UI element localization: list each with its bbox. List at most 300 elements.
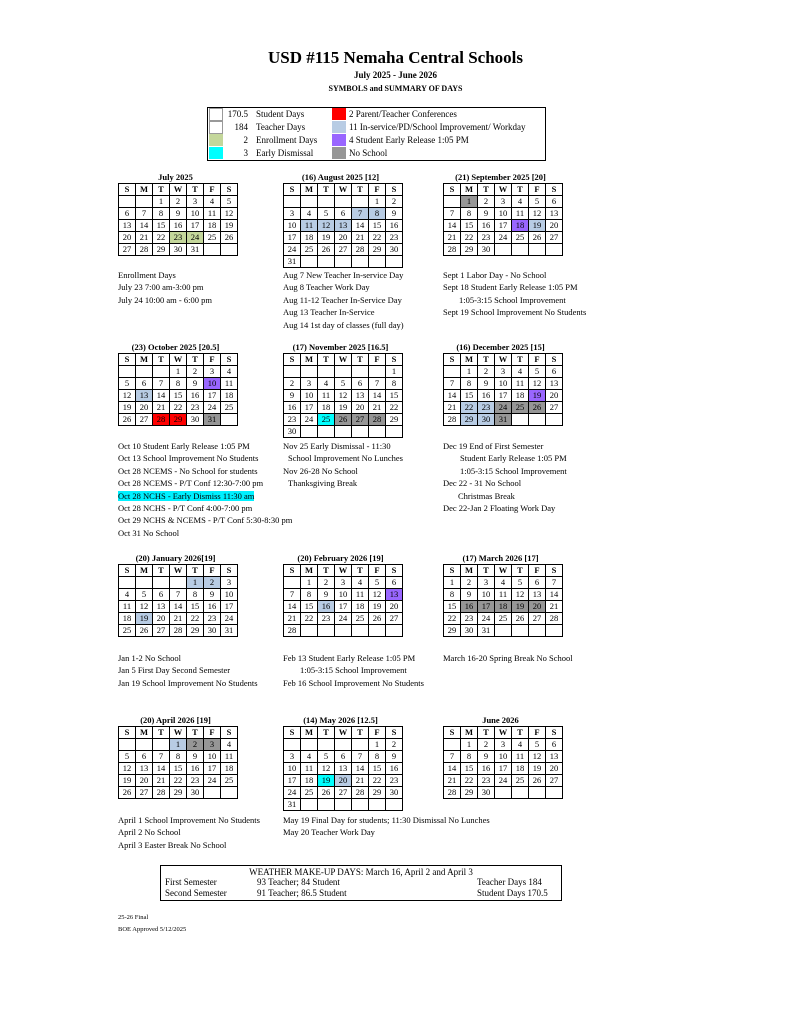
legend-count: 2 (243, 135, 248, 145)
day-cell: 23 (187, 775, 204, 787)
day-cell: 3 (284, 751, 301, 763)
day-cell: 24 (204, 775, 221, 787)
day-cell: 15 (170, 390, 187, 402)
day-cell: 16 (478, 220, 495, 232)
month-title: July 2025 (158, 172, 193, 182)
day-cell: 25 (301, 787, 318, 799)
day-cell: 30 (386, 787, 403, 799)
weekday-header: T (153, 565, 170, 577)
week-row (284, 787, 403, 799)
week-row (119, 390, 238, 402)
legend-swatch (209, 121, 223, 134)
day-cell: 30 (478, 787, 495, 799)
day-cell: 29 (386, 414, 403, 426)
note-line: Student Early Release 1:05 PM (460, 453, 567, 464)
day-cell: 10 (301, 390, 318, 402)
empty-cell (136, 739, 153, 751)
empty-cell (335, 739, 352, 751)
day-cell: 12 (529, 751, 546, 763)
notes-march (443, 652, 573, 664)
empty-cell (284, 577, 301, 589)
day-cell: 3 (495, 366, 512, 378)
day-cell: 3 (335, 577, 352, 589)
day-cell: 3 (301, 378, 318, 390)
day-cell: 8 (444, 589, 461, 601)
day-cell: 8 (386, 378, 403, 390)
weekday-header: M (136, 727, 153, 739)
legend-swatch (332, 121, 346, 133)
weekday-header: F (204, 565, 221, 577)
notes-july (118, 269, 212, 306)
day-cell: 8 (153, 208, 170, 220)
month-grid (443, 564, 563, 637)
weekday-header: S (284, 354, 301, 366)
day-cell: 8 (461, 378, 478, 390)
day-cell: 29 (187, 625, 204, 637)
day-cell: 26 (119, 414, 136, 426)
day-cell: 28 (153, 787, 170, 799)
day-cell: 24 (301, 414, 318, 426)
legend-label: Student Days (256, 109, 305, 119)
note-line: Nov 25 Early Dismissal - 11:30 (283, 441, 391, 451)
day-cell: 18 (119, 613, 136, 625)
day-cell: 16 (284, 402, 301, 414)
legend-inservice (332, 121, 542, 134)
empty-cell (352, 426, 369, 438)
week-row (119, 366, 238, 378)
empty-cell (369, 366, 386, 378)
day-cell: 9 (478, 378, 495, 390)
first-semester-days: 93 Teacher; 84 Student (257, 877, 340, 887)
first-semester-label: First Semester (165, 877, 217, 887)
day-cell: 31 (478, 625, 495, 637)
note-line: Jan 5 First Day Second Semester (118, 665, 231, 676)
weekday-header: S (386, 184, 403, 196)
legend-label: No School (349, 148, 388, 158)
weekday-header: M (136, 565, 153, 577)
day-cell: 9 (187, 378, 204, 390)
day-cell: 5 (335, 378, 352, 390)
day-cell: 1 (170, 739, 187, 751)
week-row (444, 220, 563, 232)
day-cell: 20 (335, 775, 352, 787)
day-cell: 10 (495, 208, 512, 220)
month-grid (443, 726, 563, 799)
empty-cell (221, 787, 238, 799)
empty-cell (318, 625, 335, 637)
day-cell: 23 (204, 613, 221, 625)
week-row (119, 763, 238, 775)
day-cell: 7 (444, 208, 461, 220)
note-line: Sept 18 Student Early Release 1:05 PM (443, 282, 578, 293)
weekday-header: W (495, 565, 512, 577)
day-cell: 13 (335, 220, 352, 232)
day-cell: 18 (512, 390, 529, 402)
day-cell: 4 (301, 208, 318, 220)
day-cell: 7 (136, 208, 153, 220)
week-row (119, 739, 238, 751)
notes-april (118, 814, 260, 851)
day-cell: 13 (136, 763, 153, 775)
student-days-total: Student Days 170.5 (477, 888, 548, 898)
day-cell: 13 (386, 589, 403, 601)
weekday-header: S (444, 565, 461, 577)
month-grid (118, 183, 238, 256)
day-cell: 6 (335, 208, 352, 220)
day-cell: 14 (546, 589, 563, 601)
legend-label: Teacher Days (256, 122, 306, 132)
weekday-header: T (478, 354, 495, 366)
day-cell: 5 (529, 366, 546, 378)
empty-cell (301, 799, 318, 811)
day-cell: 1 (369, 196, 386, 208)
legend-conferences (332, 108, 542, 121)
weekday-header: M (136, 354, 153, 366)
note-line: May 19 Final Day for students; 11:30 Dismissal No Lunches (283, 815, 490, 825)
notes-october (118, 440, 292, 539)
week-row (444, 601, 563, 613)
day-cell: 6 (136, 378, 153, 390)
day-cell: 30 (386, 244, 403, 256)
symbols-heading: SYMBOLS and SUMMARY OF DAYS (328, 84, 463, 93)
day-cell: 12 (529, 378, 546, 390)
day-cell: 18 (512, 763, 529, 775)
note-line: Aug 11-12 Teacher In-Service Day (283, 294, 402, 305)
day-cell: 13 (119, 220, 136, 232)
day-cell: 6 (153, 589, 170, 601)
day-cell: 21 (546, 601, 563, 613)
day-cell: 10 (478, 589, 495, 601)
day-cell: 24 (187, 232, 204, 244)
day-cell: 23 (284, 414, 301, 426)
day-cell: 3 (187, 196, 204, 208)
day-cell: 26 (529, 232, 546, 244)
empty-cell (444, 366, 461, 378)
weekday-header: F (369, 727, 386, 739)
weekday-header: F (204, 184, 221, 196)
day-cell: 9 (204, 589, 221, 601)
day-cell: 25 (221, 775, 238, 787)
weekday-header: S (221, 565, 238, 577)
day-cell: 31 (284, 256, 301, 268)
day-cell: 21 (153, 402, 170, 414)
empty-cell (119, 366, 136, 378)
day-cell: 8 (461, 751, 478, 763)
day-cell: 12 (119, 390, 136, 402)
legend-count: 3 (243, 148, 248, 158)
month-grid (283, 564, 403, 637)
day-cell: 26 (529, 775, 546, 787)
day-cell: 23 (386, 232, 403, 244)
notes-november (283, 440, 403, 490)
note-line: Dec 22 - 31 No School (443, 478, 522, 489)
weekday-header: T (187, 354, 204, 366)
day-cell: 24 (335, 613, 352, 625)
weekday-header: T (153, 184, 170, 196)
empty-cell (369, 426, 386, 438)
weekday-header: F (369, 184, 386, 196)
weekday-header: S (546, 727, 563, 739)
day-cell: 20 (119, 232, 136, 244)
day-cell: 2 (386, 739, 403, 751)
day-cell: 5 (318, 751, 335, 763)
empty-cell (204, 244, 221, 256)
week-row (284, 208, 403, 220)
week-row (444, 589, 563, 601)
weekday-header: W (170, 354, 187, 366)
day-cell: 4 (318, 378, 335, 390)
empty-cell (512, 414, 529, 426)
weekday-header: S (546, 184, 563, 196)
day-cell: 6 (119, 208, 136, 220)
day-cell: 2 (187, 739, 204, 751)
day-cell: 21 (153, 775, 170, 787)
weekday-header: M (461, 184, 478, 196)
day-cell: 16 (461, 601, 478, 613)
empty-cell (495, 244, 512, 256)
day-cell: 26 (221, 232, 238, 244)
day-cell: 11 (119, 601, 136, 613)
weekday-header: S (386, 354, 403, 366)
month-title: (20) January 2026[19] (135, 553, 216, 563)
day-cell: 14 (153, 390, 170, 402)
day-cell: 7 (369, 378, 386, 390)
day-cell: 29 (170, 414, 187, 426)
note-line: 1:05-3:15 School Improvement (300, 665, 407, 676)
day-cell: 30 (478, 414, 495, 426)
day-cell: 30 (478, 244, 495, 256)
empty-cell (386, 799, 403, 811)
empty-cell (221, 414, 238, 426)
day-cell: 2 (204, 577, 221, 589)
day-cell: 17 (495, 390, 512, 402)
month-title: (20) February 2026 [19] (297, 553, 384, 563)
day-cell: 1 (386, 366, 403, 378)
empty-cell (136, 196, 153, 208)
empty-cell (301, 625, 318, 637)
version-note: 25-26 Final (118, 914, 149, 921)
day-cell: 11 (512, 208, 529, 220)
note-line: Thanksgiving Break (288, 478, 358, 489)
day-cell: 30 (204, 625, 221, 637)
day-cell: 20 (546, 390, 563, 402)
weekday-header: T (512, 184, 529, 196)
day-cell: 20 (529, 601, 546, 613)
day-cell: 12 (119, 763, 136, 775)
week-row (284, 589, 403, 601)
day-cell: 18 (221, 390, 238, 402)
empty-cell (546, 787, 563, 799)
legend-label: Early Dismissal (256, 148, 314, 158)
day-cell: 9 (170, 208, 187, 220)
empty-cell (352, 799, 369, 811)
day-cell: 16 (478, 763, 495, 775)
day-cell: 12 (318, 220, 335, 232)
empty-cell (369, 256, 386, 268)
empty-cell (284, 366, 301, 378)
day-cell: 31 (187, 244, 204, 256)
legend-swatch (332, 108, 346, 120)
week-row (119, 751, 238, 763)
day-cell: 6 (352, 378, 369, 390)
day-cell: 23 (187, 402, 204, 414)
weekday-header: F (529, 184, 546, 196)
day-cell: 12 (136, 601, 153, 613)
note-line: Oct 31 No School (118, 527, 180, 538)
week-row (444, 414, 563, 426)
day-cell: 30 (170, 244, 187, 256)
day-cell: 11 (301, 763, 318, 775)
day-cell: 19 (318, 232, 335, 244)
empty-cell (136, 366, 153, 378)
day-cell: 29 (153, 244, 170, 256)
day-cell: 20 (386, 601, 403, 613)
empty-cell (301, 256, 318, 268)
day-cell: 3 (204, 366, 221, 378)
weekday-header: T (478, 184, 495, 196)
week-row (119, 414, 238, 426)
day-cell: 7 (352, 751, 369, 763)
day-cell: 4 (221, 366, 238, 378)
day-cell: 23 (478, 775, 495, 787)
note-line: March 16-20 Spring Break No School (443, 653, 573, 663)
month-grid (118, 726, 238, 799)
empty-cell (318, 366, 335, 378)
week-row (284, 244, 403, 256)
day-cell: 2 (478, 739, 495, 751)
day-cell: 29 (461, 244, 478, 256)
note-line: April 2 No School (118, 827, 181, 838)
day-cell: 8 (187, 589, 204, 601)
day-cell: 22 (170, 775, 187, 787)
day-cell: 9 (478, 208, 495, 220)
empty-cell (119, 196, 136, 208)
day-cell: 15 (461, 390, 478, 402)
day-cell: 8 (461, 208, 478, 220)
day-cell: 20 (153, 613, 170, 625)
day-cell: 18 (495, 601, 512, 613)
approval-note: BOE Approved 5/12/2025 (118, 926, 187, 933)
note-line: Christmas Break (458, 490, 515, 501)
legend-count: 170.5 (227, 109, 248, 119)
day-cell: 4 (204, 196, 221, 208)
school-year: July 2025 - June 2026 (353, 70, 437, 80)
day-cell: 25 (318, 414, 335, 426)
day-cell: 17 (335, 601, 352, 613)
month-grid (283, 726, 403, 811)
day-cell: 17 (221, 601, 238, 613)
day-cell: 16 (170, 220, 187, 232)
day-cell: 23 (478, 402, 495, 414)
day-cell: 30 (187, 414, 204, 426)
day-cell: 23 (386, 775, 403, 787)
day-cell: 15 (170, 763, 187, 775)
day-cell: 19 (512, 601, 529, 613)
day-cell: 12 (529, 208, 546, 220)
empty-cell (352, 256, 369, 268)
day-cell: 27 (335, 244, 352, 256)
day-cell: 11 (352, 589, 369, 601)
week-row (284, 577, 403, 589)
week-row (444, 208, 563, 220)
empty-cell (335, 196, 352, 208)
day-cell: 19 (119, 402, 136, 414)
day-cell: 16 (187, 390, 204, 402)
day-cell: 29 (369, 787, 386, 799)
weekday-header: T (318, 184, 335, 196)
day-cell: 10 (284, 763, 301, 775)
day-cell: 31 (495, 414, 512, 426)
note-line: Oct 28 NCHS - P/T Conf 4:00-7:00 pm (118, 502, 253, 513)
day-cell: 10 (204, 751, 221, 763)
week-row (284, 196, 403, 208)
notes-january (118, 652, 258, 689)
calendar-january-2026 (118, 552, 233, 637)
day-cell: 11 (301, 220, 318, 232)
day-cell: 16 (386, 220, 403, 232)
day-cell: 3 (478, 577, 495, 589)
week-row (284, 402, 403, 414)
note-line-highlighted (118, 490, 292, 502)
empty-cell (512, 625, 529, 637)
note-line: Oct 10 Student Early Release 1:05 PM (118, 441, 250, 451)
week-row (444, 613, 563, 625)
day-cell: 22 (461, 232, 478, 244)
day-cell: 19 (369, 601, 386, 613)
week-row (444, 232, 563, 244)
day-cell: 22 (170, 402, 187, 414)
weekday-header: T (187, 565, 204, 577)
day-cell: 8 (369, 208, 386, 220)
empty-cell (369, 625, 386, 637)
day-cell: 16 (187, 763, 204, 775)
calendar-november-2025 (283, 341, 398, 438)
note-line: Dec 22-Jan 2 Floating Work Day (443, 502, 556, 513)
empty-cell (318, 426, 335, 438)
calendar-december-2025 (443, 341, 558, 426)
day-cell: 21 (352, 775, 369, 787)
weekday-header: T (352, 184, 369, 196)
day-cell: 5 (119, 751, 136, 763)
day-cell: 10 (187, 208, 204, 220)
weekday-header: T (318, 727, 335, 739)
day-cell: 28 (546, 613, 563, 625)
day-cell: 14 (369, 390, 386, 402)
weekday-header: F (529, 565, 546, 577)
day-cell: 8 (369, 751, 386, 763)
day-cell: 27 (136, 414, 153, 426)
day-cell: 1 (369, 739, 386, 751)
week-row (119, 775, 238, 787)
day-cell: 2 (478, 196, 495, 208)
day-cell: 26 (529, 402, 546, 414)
week-row (444, 751, 563, 763)
day-cell: 1 (461, 739, 478, 751)
day-cell: 24 (495, 775, 512, 787)
day-cell: 13 (546, 751, 563, 763)
weekday-header: S (284, 184, 301, 196)
week-row (444, 763, 563, 775)
week-row (284, 220, 403, 232)
weekday-header: W (335, 354, 352, 366)
weekday-header: T (318, 565, 335, 577)
weekday-header: M (136, 184, 153, 196)
week-row (284, 414, 403, 426)
day-cell: 28 (170, 625, 187, 637)
note-line: July 24 10:00 am - 6:00 pm (118, 294, 212, 305)
day-cell: 19 (529, 763, 546, 775)
empty-cell (284, 196, 301, 208)
